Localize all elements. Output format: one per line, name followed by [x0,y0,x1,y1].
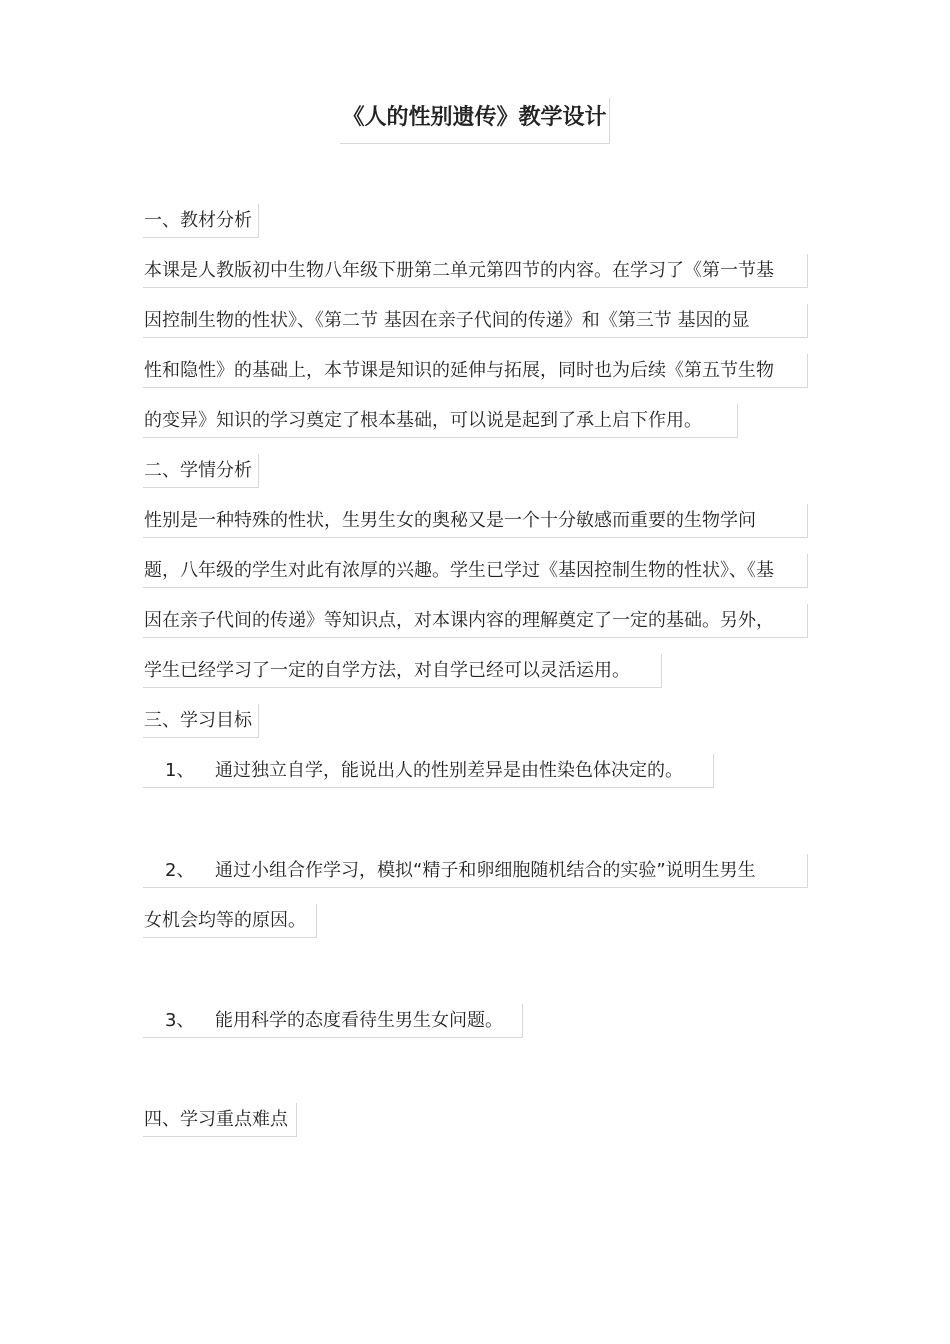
objective-text-continued: 女机会均等的原因。 [143,904,317,938]
paragraph-line: 因在亲子代间的传递》等知识点，对本课内容的理解奠定了一定的基础。另外， [143,604,808,638]
section-heading-learning-objectives: 三、学习目标 [143,704,259,738]
section-heading-learner-analysis: 二、学情分析 [143,454,259,488]
document-title: 《人的性别遗传》教学设计 [340,98,610,144]
objective-text: 能用科学的态度看待生男生女问题。 [215,1010,503,1031]
list-number: 3、 [165,1010,195,1031]
paragraph-line: 题，八年级的学生对此有浓厚的兴趣。学生已学过《基因控制生物的性状》、《基 [143,554,808,588]
section-heading-textbook-analysis: 一、教材分析 [143,204,259,238]
paragraph-line: 学生已经学习了一定的自学方法，对自学已经可以灵活运用。 [143,654,662,688]
objective-text: 通过独立自学，能说出人的性别差异是由性染色体决定的。 [215,760,683,781]
objective-item-3 [143,1004,523,1038]
objective-text: 通过小组合作学习，模拟“精子和卵细胞随机结合的实验”说明生男生 [215,860,756,881]
paragraph-line: 因控制生物的性状》、《第二节 基因在亲子代间的传递》和《第三节 基因的显 [143,304,808,338]
objective-item-2 [143,854,808,888]
paragraph-line: 性别是一种特殊的性状，生男生女的奥秘又是一个十分敏感而重要的生物学问 [143,504,808,538]
paragraph-line: 的变异》知识的学习奠定了根本基础，可以说是起到了承上启下作用。 [143,404,738,438]
section-heading-key-difficulties: 四、学习重点难点 [143,1103,297,1137]
paragraph-line: 性和隐性》的基础上，本节课是知识的延伸与拓展，同时也为后续《第五节生物 [143,354,808,388]
list-number: 2、 [165,860,195,881]
paragraph-line: 本课是人教版初中生物八年级下册第二单元第四节的内容。在学习了《第一节基 [143,254,808,288]
list-number: 1、 [165,760,195,781]
objective-item-1 [143,754,714,788]
